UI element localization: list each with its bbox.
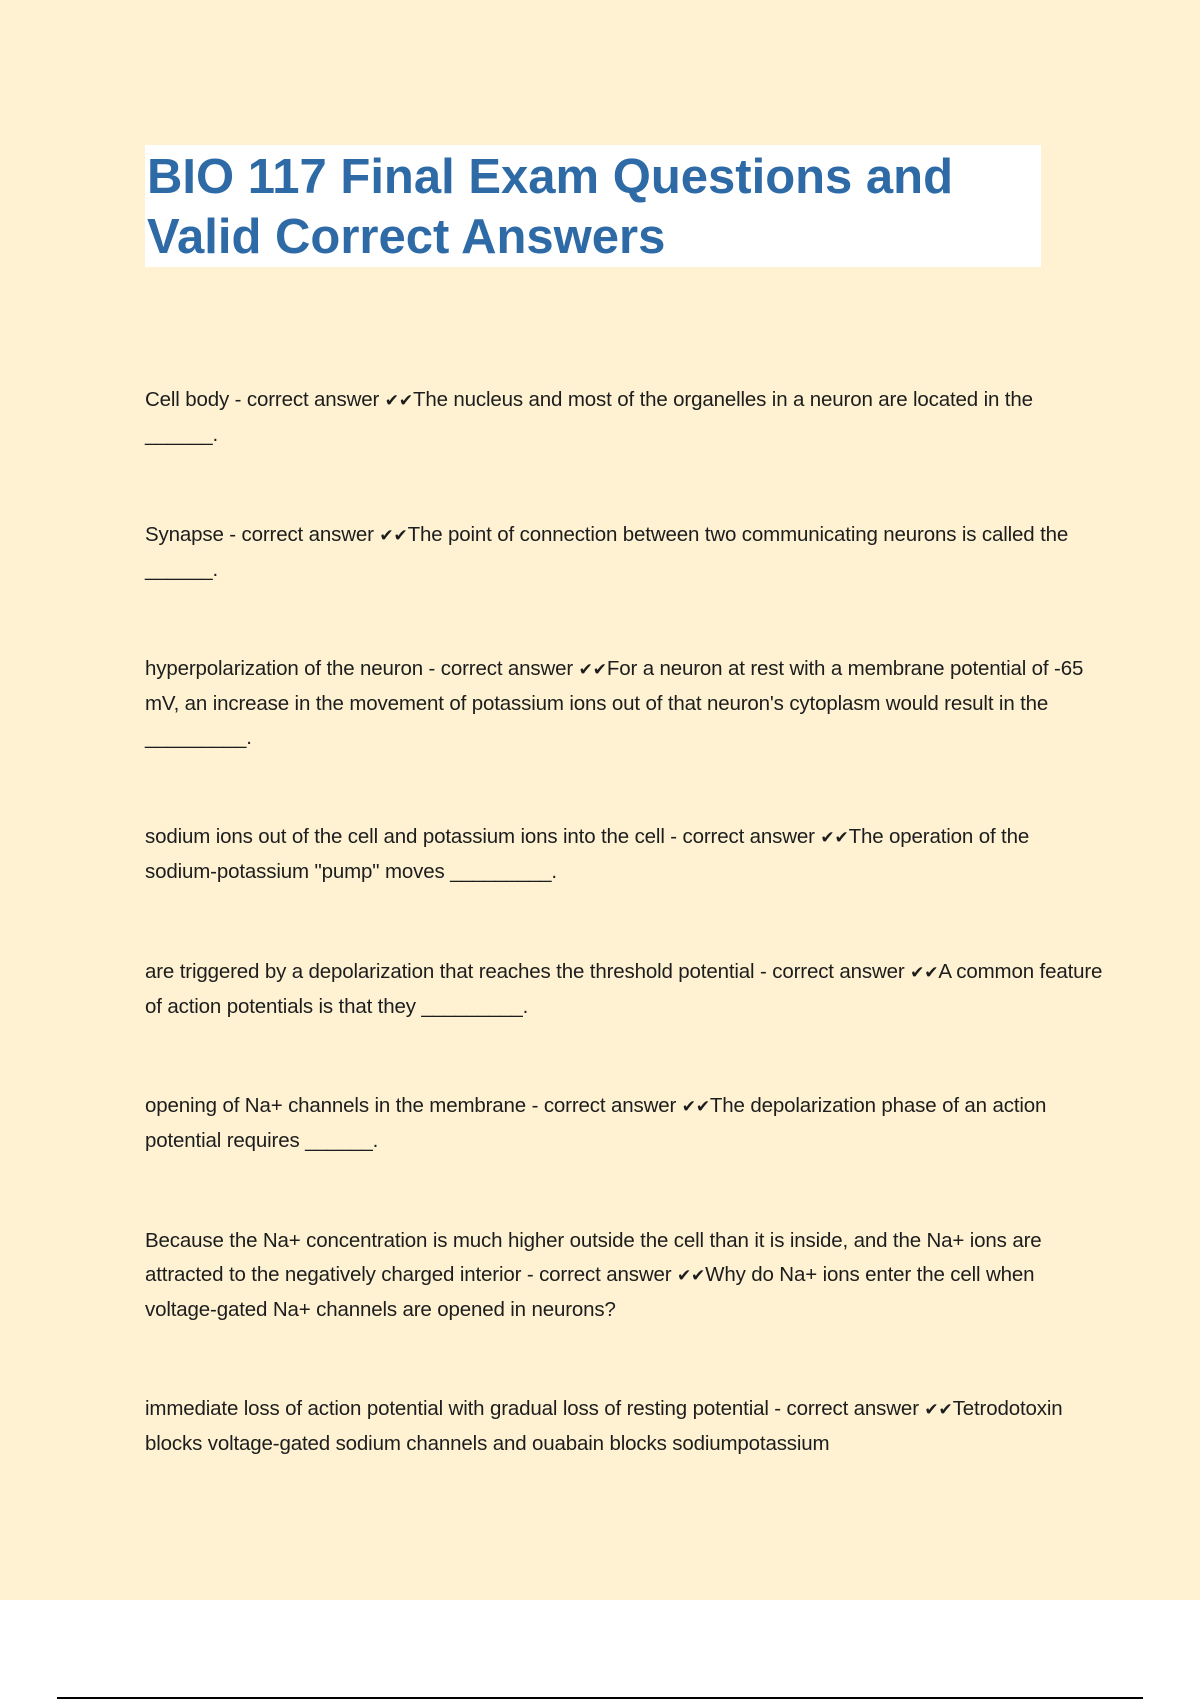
footer-divider bbox=[57, 1697, 1143, 1699]
qa-separator: - correct answer bbox=[768, 1396, 925, 1420]
qa-question: A common feature of action potentials is that they _________. bbox=[145, 959, 1103, 1018]
qa-answer: immediate loss of action potential with gradual loss of resting potential bbox=[145, 1396, 769, 1420]
qa-separator: - correct answer bbox=[423, 656, 579, 680]
qa-question: Tetrodotoxin blocks voltage-gated sodium channels and ouabain blocks sodiumpotassium bbox=[145, 1396, 1063, 1455]
qa-answer: Because the Na+ concentration is much higher outside the cell than it is inside, and the Na+ ions are attracted to the negatively charged interior bbox=[145, 1228, 1042, 1286]
qa-question: Why do Na+ ions enter the cell when voltage-gated Na+ channels are opened in neurons? bbox=[145, 1262, 1035, 1321]
check-marks-icon: ✔✔ bbox=[379, 525, 408, 546]
qa-item bbox=[145, 652, 1105, 755]
check-marks-icon: ✔✔ bbox=[924, 1399, 953, 1420]
qa-answer: sodium ions out of the cell and potassium ions into the cell bbox=[145, 824, 665, 848]
check-marks-icon: ✔✔ bbox=[910, 962, 939, 983]
qa-answer: are triggered by a depolarization that reaches the threshold potential bbox=[145, 959, 755, 983]
document-title: BIO 117 Final Exam Questions and Valid Correct Answers bbox=[147, 150, 954, 264]
qa-question: The operation of the sodium-potassium "pump" moves _________. bbox=[145, 824, 1030, 883]
title-box bbox=[145, 145, 1041, 267]
qa-separator: - correct answer bbox=[526, 1093, 682, 1117]
qa-separator: - correct answer bbox=[229, 387, 385, 411]
qa-separator: - correct answer bbox=[521, 1262, 677, 1286]
qa-answer: Synapse bbox=[145, 522, 224, 546]
qa-item bbox=[145, 955, 1105, 1024]
qa-question: The point of connection between two communicating neurons is called the ______. bbox=[145, 522, 1069, 581]
check-marks-icon: ✔✔ bbox=[676, 1265, 706, 1286]
qa-question: For a neuron at rest with a membrane potential of -65 mV, an increase in the movement of potassium ions out of that neuron's cytoplasm would result in the _________. bbox=[145, 656, 1084, 749]
qa-question: The depolarization phase of an action potential requires ______. bbox=[145, 1093, 1047, 1152]
qa-answer: hyperpolarization of the neuron bbox=[145, 656, 423, 680]
qa-question: The nucleus and most of the organelles in a neuron are located in the ______. bbox=[145, 387, 1033, 446]
qa-separator: - correct answer bbox=[664, 824, 821, 848]
qa-separator: - correct answer bbox=[754, 959, 911, 983]
qa-answer: Cell body bbox=[145, 387, 230, 411]
check-marks-icon: ✔✔ bbox=[820, 827, 849, 848]
qa-item bbox=[145, 383, 1105, 452]
check-marks-icon: ✔✔ bbox=[578, 659, 607, 680]
qa-answer: opening of Na+ channels in the membrane bbox=[145, 1093, 527, 1117]
check-marks-icon: ✔✔ bbox=[384, 390, 413, 411]
qa-item bbox=[145, 1224, 1105, 1327]
qa-item bbox=[145, 1392, 1105, 1461]
qa-item bbox=[145, 518, 1105, 587]
check-marks-icon: ✔✔ bbox=[681, 1096, 710, 1117]
qa-item bbox=[145, 820, 1105, 889]
qa-item bbox=[145, 1089, 1105, 1158]
qa-separator: - correct answer bbox=[223, 522, 380, 546]
